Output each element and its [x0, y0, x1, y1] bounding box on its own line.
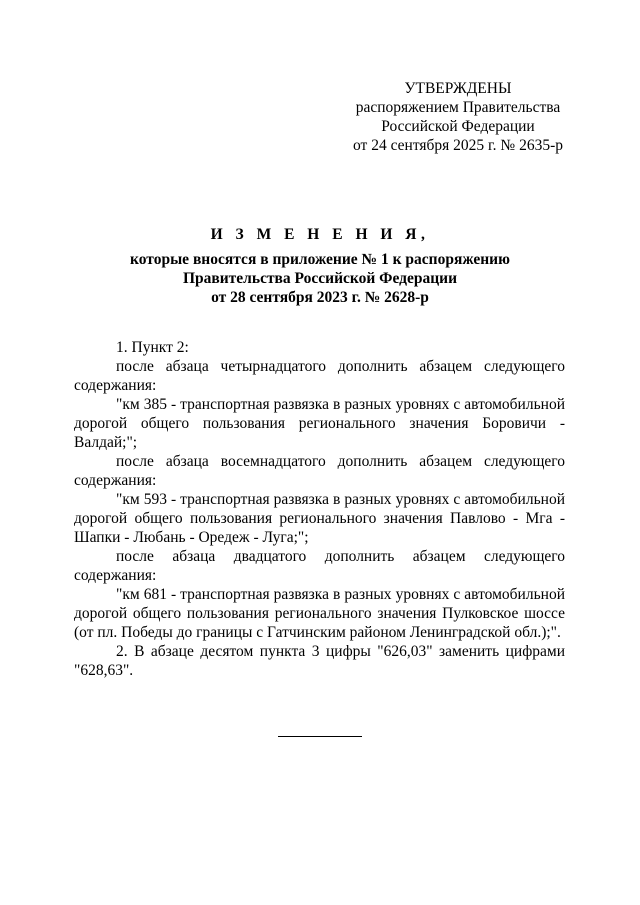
approval-issuer-country: Российской Федерации — [381, 118, 535, 135]
paragraph-quote: "км 385 - транспортная развязка в разных уровнях с автомобильной дорогой общего пользования регионального значения Боровичи - Валдай;"; — [74, 396, 565, 451]
paragraph-instruction: после абзаца восемнадцатого дополнить абзацем следующего содержания: — [74, 453, 565, 489]
document-body — [74, 338, 565, 680]
paragraph-instruction: после абзаца четырнадцатого дополнить абзацем следующего содержания: — [74, 358, 565, 394]
heading-subtitle-line-2: Правительства Российской Федерации — [182, 270, 458, 287]
heading-subtitle-line-3: от 28 сентября 2023 г. № 2628-р — [211, 289, 429, 306]
heading-subtitle-line-1: которые вносятся в приложение № 1 к распоряжению — [130, 251, 510, 268]
document-title: И З М Е Н Е Н И Я, — [210, 226, 430, 243]
paragraph-quote: "км 681 - транспортная развязка в разных уровнях с автомобильной дорогой общего пользования регионального значения Пулковское шоссе (от пл. Победы до границы с Гатчинским районом Ленинградской обл.);". — [74, 586, 565, 641]
approval-title: УТВЕРЖДЕНЫ — [404, 80, 512, 97]
approval-issuer: распоряжением Правительства — [355, 99, 561, 116]
paragraph-quote: "км 593 - транспортная развязка в разных уровнях с автомобильной дорогой общего пользования регионального значения Павлово - Мга - Шапки - Любань - Оредеж - Луга;"; — [74, 491, 565, 546]
paragraph-item-2: 2. В абзаце десятом пункта 3 цифры "626,03" заменить цифрами "628,63". — [74, 643, 565, 679]
paragraph-item-1: 1. Пункт 2: — [116, 339, 189, 356]
document-heading — [60, 225, 580, 307]
closing-divider — [278, 736, 362, 737]
approval-date-number: от 24 сентября 2025 г. № 2635-р — [353, 137, 563, 154]
paragraph-instruction: после абзаца двадцатого дополнить абзацем следующего содержания: — [74, 548, 565, 584]
approval-stamp — [340, 79, 576, 155]
